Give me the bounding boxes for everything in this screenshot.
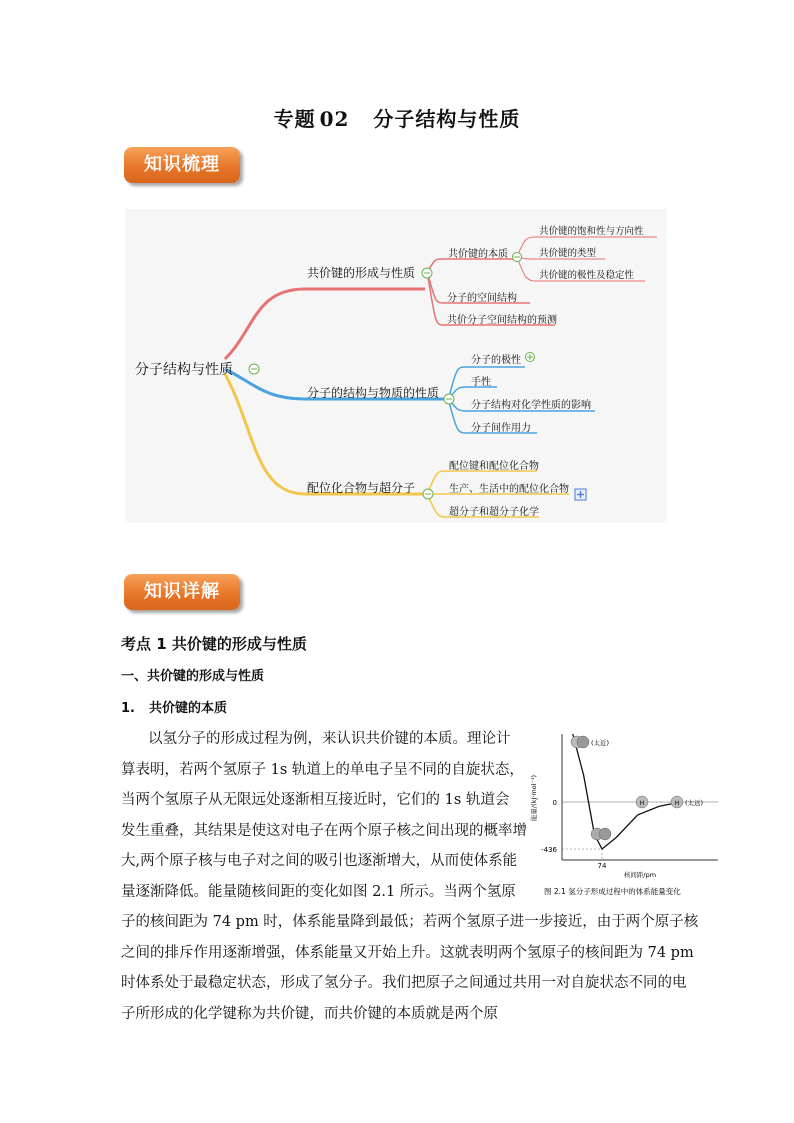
energy-chart	[522, 728, 722, 900]
paragraph-line: 子的核间距为 74 pm 时，体系能量降到最低；若两个氢原子进一步接近，由于两个原子核	[121, 914, 699, 930]
mindmap-node: 分子间作用力	[471, 423, 531, 434]
label-too-close: (太近)	[591, 739, 610, 747]
paragraph-line: 算表明，若两个氢原子 1s 轨道上的单电子呈不同的自旋状态，	[121, 762, 524, 778]
mindmap-branch-2: 分子的结构与物质的性质	[307, 386, 440, 400]
heading-3-text: 共价键的本质	[148, 701, 227, 716]
section-heading-1: 考点 1 共价键的形成与性质	[121, 635, 307, 653]
page-title	[0, 103, 794, 132]
figure-energy-curve	[522, 728, 722, 900]
mindmap-node: 配位键和配位化合物	[449, 461, 539, 472]
mindmap-node: 手性	[471, 377, 491, 388]
paragraph-line: 之间的排斥作用逐渐增强，体系能量又开始上升。这就表明两个氢原子的核间距为 74 pm	[121, 945, 694, 961]
paragraph-line: 当两个氢原子从无限远处逐渐相互接近时，它们的 1s 轨道会	[121, 792, 510, 808]
mindmap	[125, 209, 667, 523]
mindmap-node: 超分子和超分子化学	[449, 507, 539, 518]
mindmap-node: 生产、生活中的配位化合物	[449, 484, 569, 495]
mindmap-node: 共价键的饱和性与方向性	[539, 226, 644, 237]
mindmap-node: 共价键的极性及稳定性	[539, 270, 635, 281]
energy-curve-line	[573, 734, 681, 849]
paragraph-line: 大,两个原子核与电子对之间的吸引也逐渐增大，从而使体系能	[121, 853, 518, 869]
mindmap-node: 共价分子空间结构的预测	[447, 315, 557, 326]
label-too-far: (太远)	[685, 799, 704, 807]
y-tick-zero: 0	[552, 799, 557, 807]
x-tick-74: 74	[597, 862, 607, 870]
paragraph-line: 子所形成的化学键称为共价键，而共价键的本质就是两个原	[121, 1006, 498, 1022]
title-text: 分子结构与性质	[373, 107, 521, 131]
mindmap-node: 分子结构对化学性质的影响	[471, 400, 591, 411]
mindmap-node: 共价键的类型	[539, 248, 597, 259]
paragraph-line: 发生重叠，其结果是使这对电子在两个原子核之间出现的概率增	[121, 823, 527, 839]
y-axis-label: 能量/(kJ·mol⁻¹)	[530, 774, 538, 822]
x-axis-label: 核间距/pm	[623, 871, 657, 879]
section-badge-detail: 知识详解	[124, 574, 240, 610]
atom-label: H	[674, 800, 680, 807]
mindmap-node: 分子的空间结构	[447, 293, 517, 304]
mindmap-node: 分子的极性	[471, 355, 521, 366]
y-tick-min: -436	[541, 846, 557, 854]
section-heading-3	[121, 697, 227, 716]
title-number: 02	[319, 107, 350, 131]
section-heading-2: 一、共价键的形成与性质	[121, 669, 265, 684]
title-prefix: 专题	[273, 107, 316, 131]
mindmap-branch-3: 配位化合物与超分子	[307, 481, 416, 495]
atom-close-2	[577, 736, 589, 748]
section-badge-summary: 知识梳理	[124, 147, 240, 183]
mindmap-branch-1: 共价键的形成与性质	[307, 266, 416, 280]
paragraph-line: 时体系处于最稳定状态，形成了氢分子。我们把原子之间通过共用一对自旋状态不同的电	[121, 975, 687, 991]
mindmap-root: 分子结构与性质	[135, 362, 233, 378]
atom-bond-2	[599, 828, 611, 840]
paragraph-line: 以氢分子的形成过程为例，来认识共价键的本质。理论计	[148, 731, 511, 747]
mindmap-node: 共价键的本质	[448, 249, 508, 260]
figure-caption: 图 2.1 氢分子形成过程中的体系能量变化	[544, 887, 681, 896]
paragraph-line: 量逐渐降低。能量随核间距的变化如图 2.1 所示。当两个氢原	[121, 884, 516, 900]
heading-3-number: 1.	[121, 701, 135, 716]
atom-label: H	[639, 800, 645, 807]
branch-line-1	[225, 289, 425, 359]
